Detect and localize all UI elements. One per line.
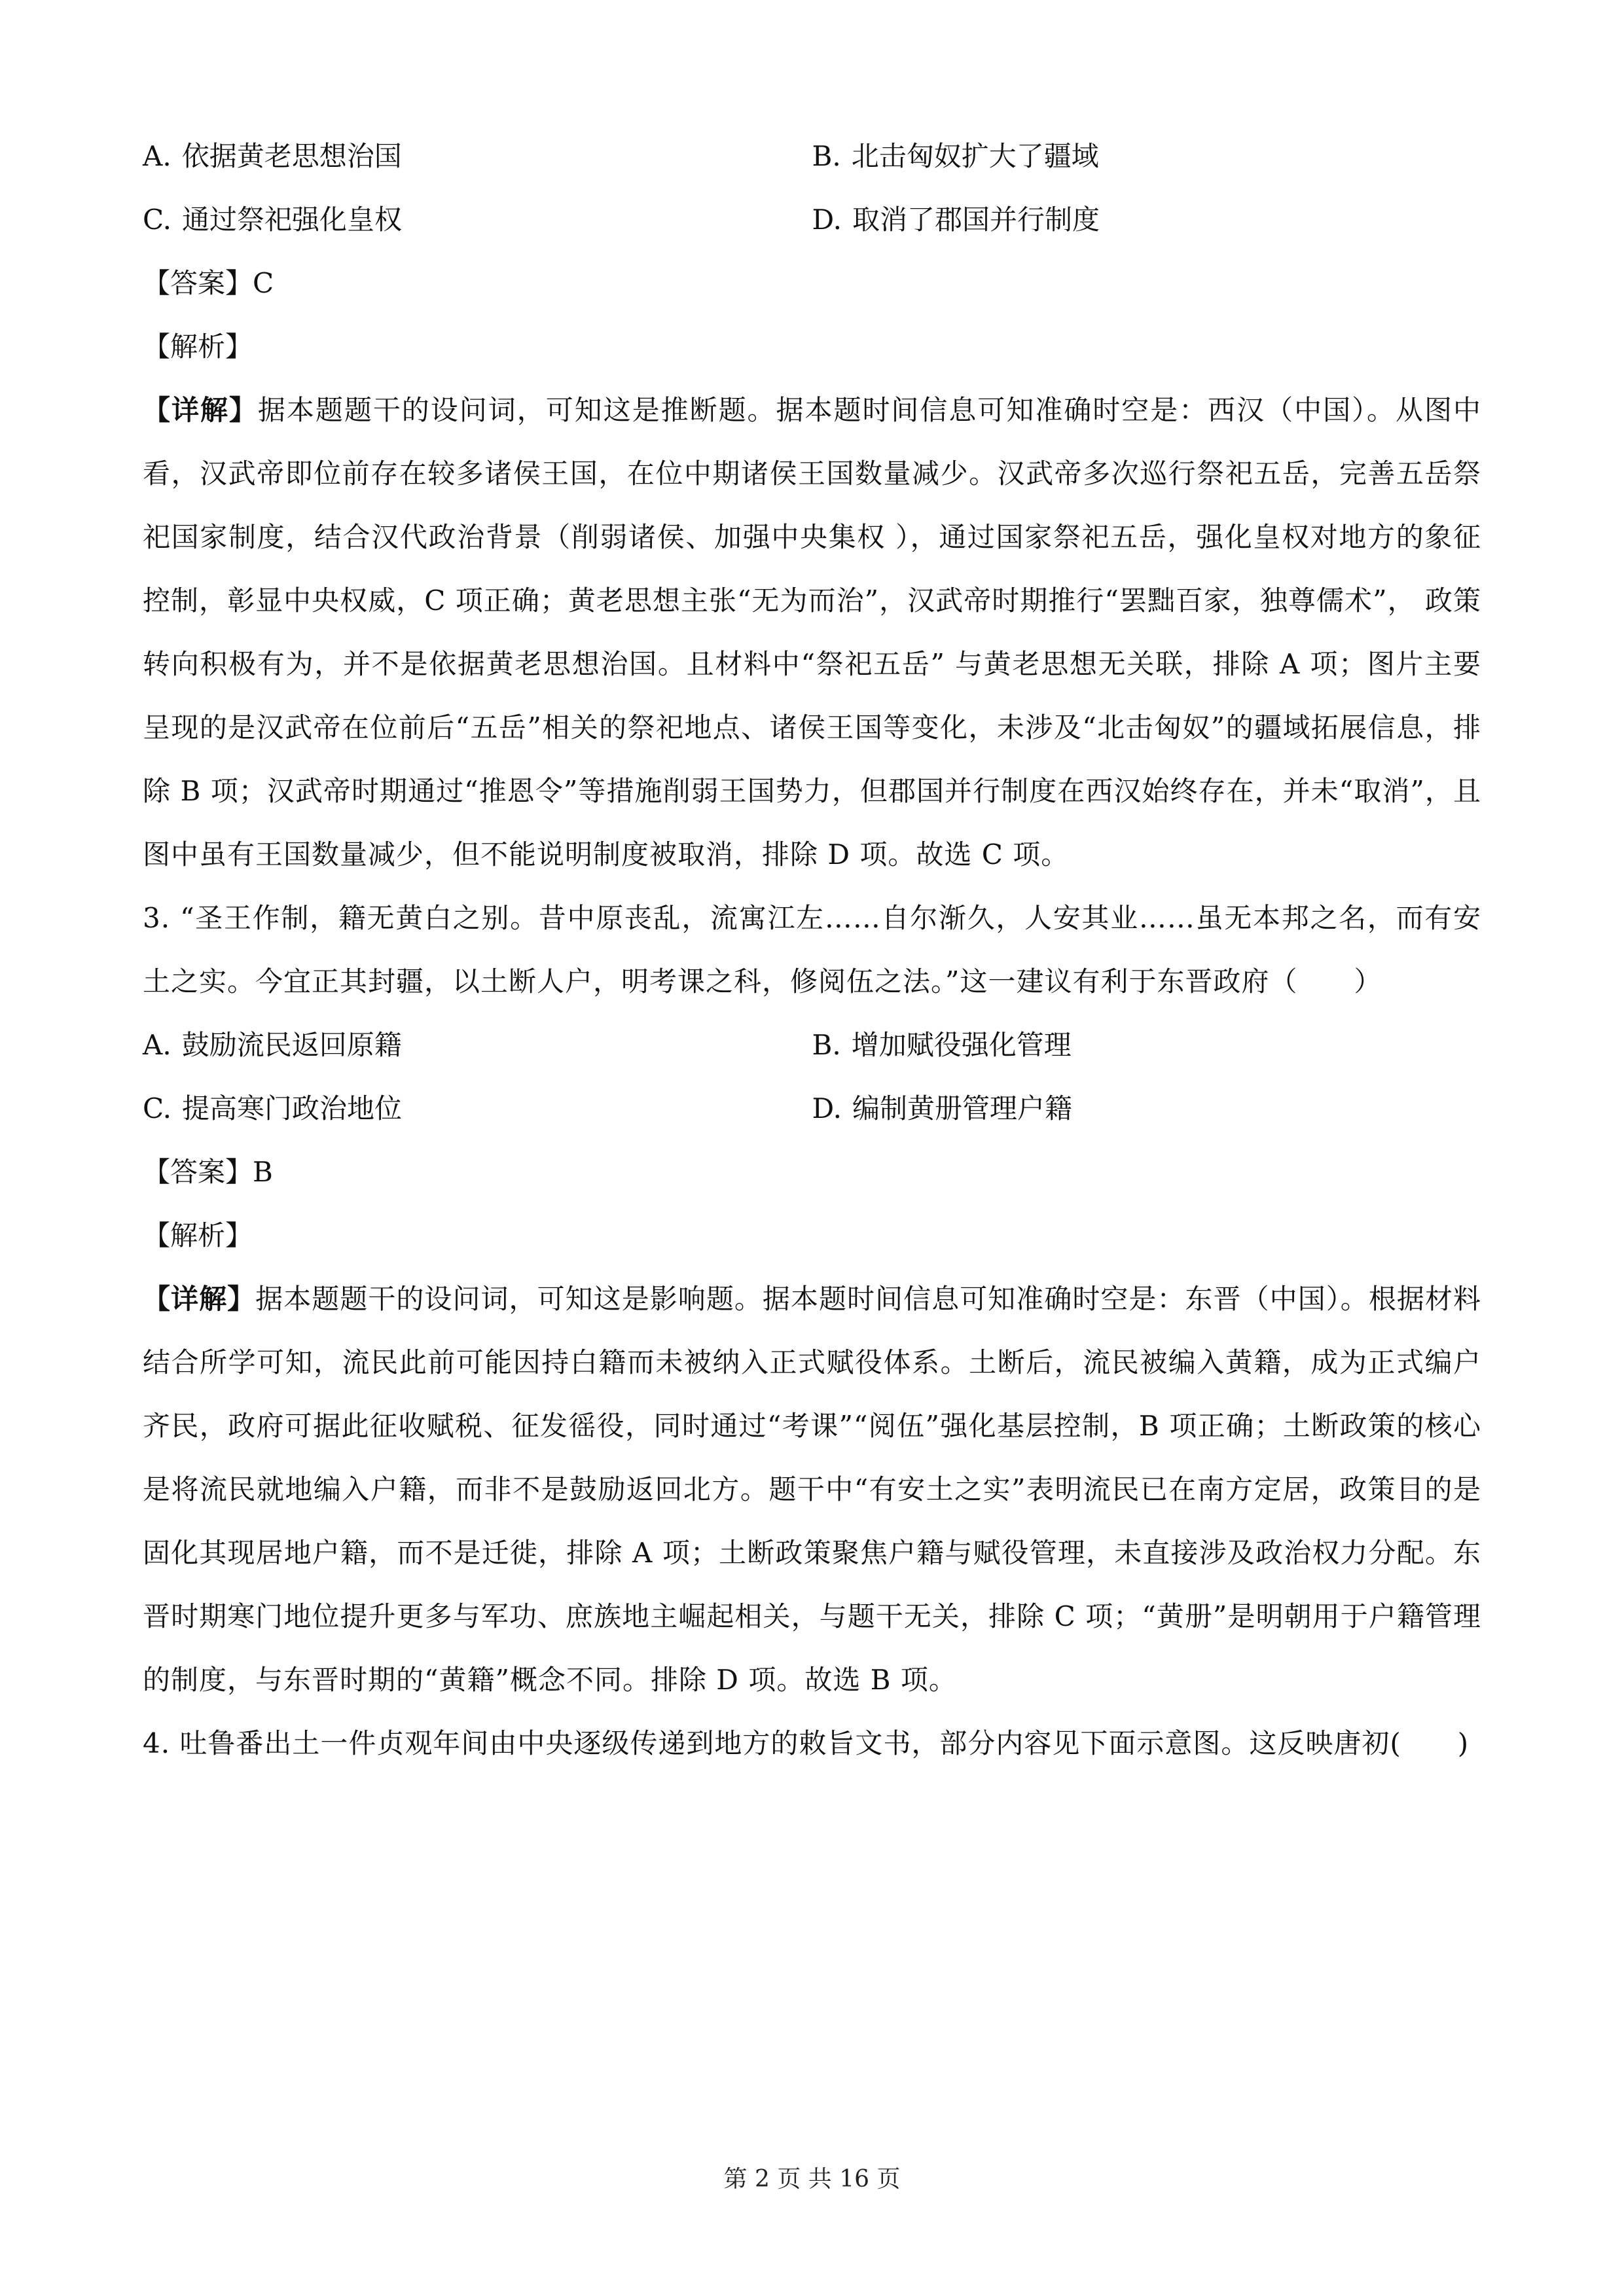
q2-option-b: B. 北击匈奴扩大了疆域 (812, 140, 1099, 172)
q2-detail (143, 378, 1481, 886)
q3-option-b: B. 增加赋役强化管理 (812, 1029, 1072, 1061)
page-content (143, 124, 1481, 1775)
q3-options-row-2 (143, 1077, 1481, 1140)
q3-stem: 3. “圣王作制，籍无黄白之别。昔中原丧乱，流寓江左……自尔渐久，人安其业……虽无本邦之名，而有安土之实。今宜正其封疆，以土断人户，明考课之科，修阅伍之法。”这一建议有利于东晋政府（ ） (143, 902, 1481, 997)
q2-answer: 【答案】C (143, 267, 274, 299)
q4-stem: 4. 吐鲁番出土一件贞观年间由中央逐级传递到地方的敕旨文书，部分内容见下面示意图。这反映唐初( ) (143, 1727, 1470, 1759)
q3-option-a: A. 鼓励流民返回原籍 (143, 1029, 402, 1061)
q2-option-c: C. 通过祭祀强化皇权 (143, 204, 403, 236)
q3-answer: 【答案】B (143, 1156, 273, 1188)
q3-detail-text: 据本题题干的设问词，可知这是影响题。据本题时间信息可知准确时空是：东晋（中国）。根据材料结合所学可知，流民此前可能因持白籍而未被纳入正式赋役体系。土断后，流民被编入黄籍，成为正式编户齐民，政府可据此征收赋税、征发徭役，同时通过“考课”“阅伍”强化基层控制，B 项正确；土断政策的核心是将流民就地编入户籍，而非不是鼓励返回北方。题干中“有安土之实”表明流民已在南方定居，政策目的是固化其现居地户籍，而不是迁徙，排除 A 项；土断政策聚焦户籍与赋役管理，未直接涉及政治权力分配。东晋时期寒门地位提升更多与军功、庶族地主崛起相关，与题干无关，排除 C 项；“黄册”是明朝用于户籍管理的制度，与东晋时期的“黄籍”概念不同。排除 D 项。故选 B 项。 (143, 1283, 1481, 1696)
q2-options-row-1 (143, 124, 1481, 188)
q2-option-d: D. 取消了郡国并行制度 (812, 204, 1100, 236)
q3-option-d: D. 编制黄册管理户籍 (812, 1092, 1073, 1124)
q2-options-row-2 (143, 188, 1481, 251)
page-footer: 第 2 页 共 16 页 (723, 2166, 901, 2193)
q2-analysis-label: 【解析】 (143, 331, 253, 363)
q3-option-c: C. 提高寒门政治地位 (143, 1092, 403, 1124)
q3-detail-label: 【详解】 (143, 1283, 256, 1315)
q3-options-row-1 (143, 1013, 1481, 1077)
q2-option-a: A. 依据黄老思想治国 (143, 140, 402, 172)
q2-detail-text: 据本题题干的设问词，可知这是推断题。据本题时间信息可知准确时空是：西汉（中国）。从图中看，汉武帝即位前存在较多诸侯王国，在位中期诸侯王国数量减少。汉武帝多次巡行祭祀五岳，完善五岳祭祀国家制度，结合汉代政治背景（削弱诸侯、加强中央集权 ），通过国家祭祀五岳，强化皇权对地方的象征控制，彰显中央权威，C 项正确；黄老思想主张“无为而治”，汉武帝时期推行“罢黜百家，独尊儒术”， 政策转向积极有为，并不是依据黄老思想治国。且材料中“祭祀五岳” 与黄老思想无关联，排除 A 项；图片主要呈现的是汉武帝在位前后“五岳”相关的祭祀地点、诸侯王国等变化，未涉及“北击匈奴”的疆域拓展信息，排除 B 项；汉武帝时期通过“推恩令”等措施削弱王国势力，但郡国并行制度在西汉始终存在，并未“取消”，且图中虽有王国数量减少，但不能说明制度被取消，排除 D 项。故选 C 项。 (143, 394, 1481, 870)
q3-analysis-label: 【解析】 (143, 1219, 253, 1251)
q2-detail-label: 【详解】 (143, 394, 258, 426)
q3-detail (143, 1267, 1481, 1712)
